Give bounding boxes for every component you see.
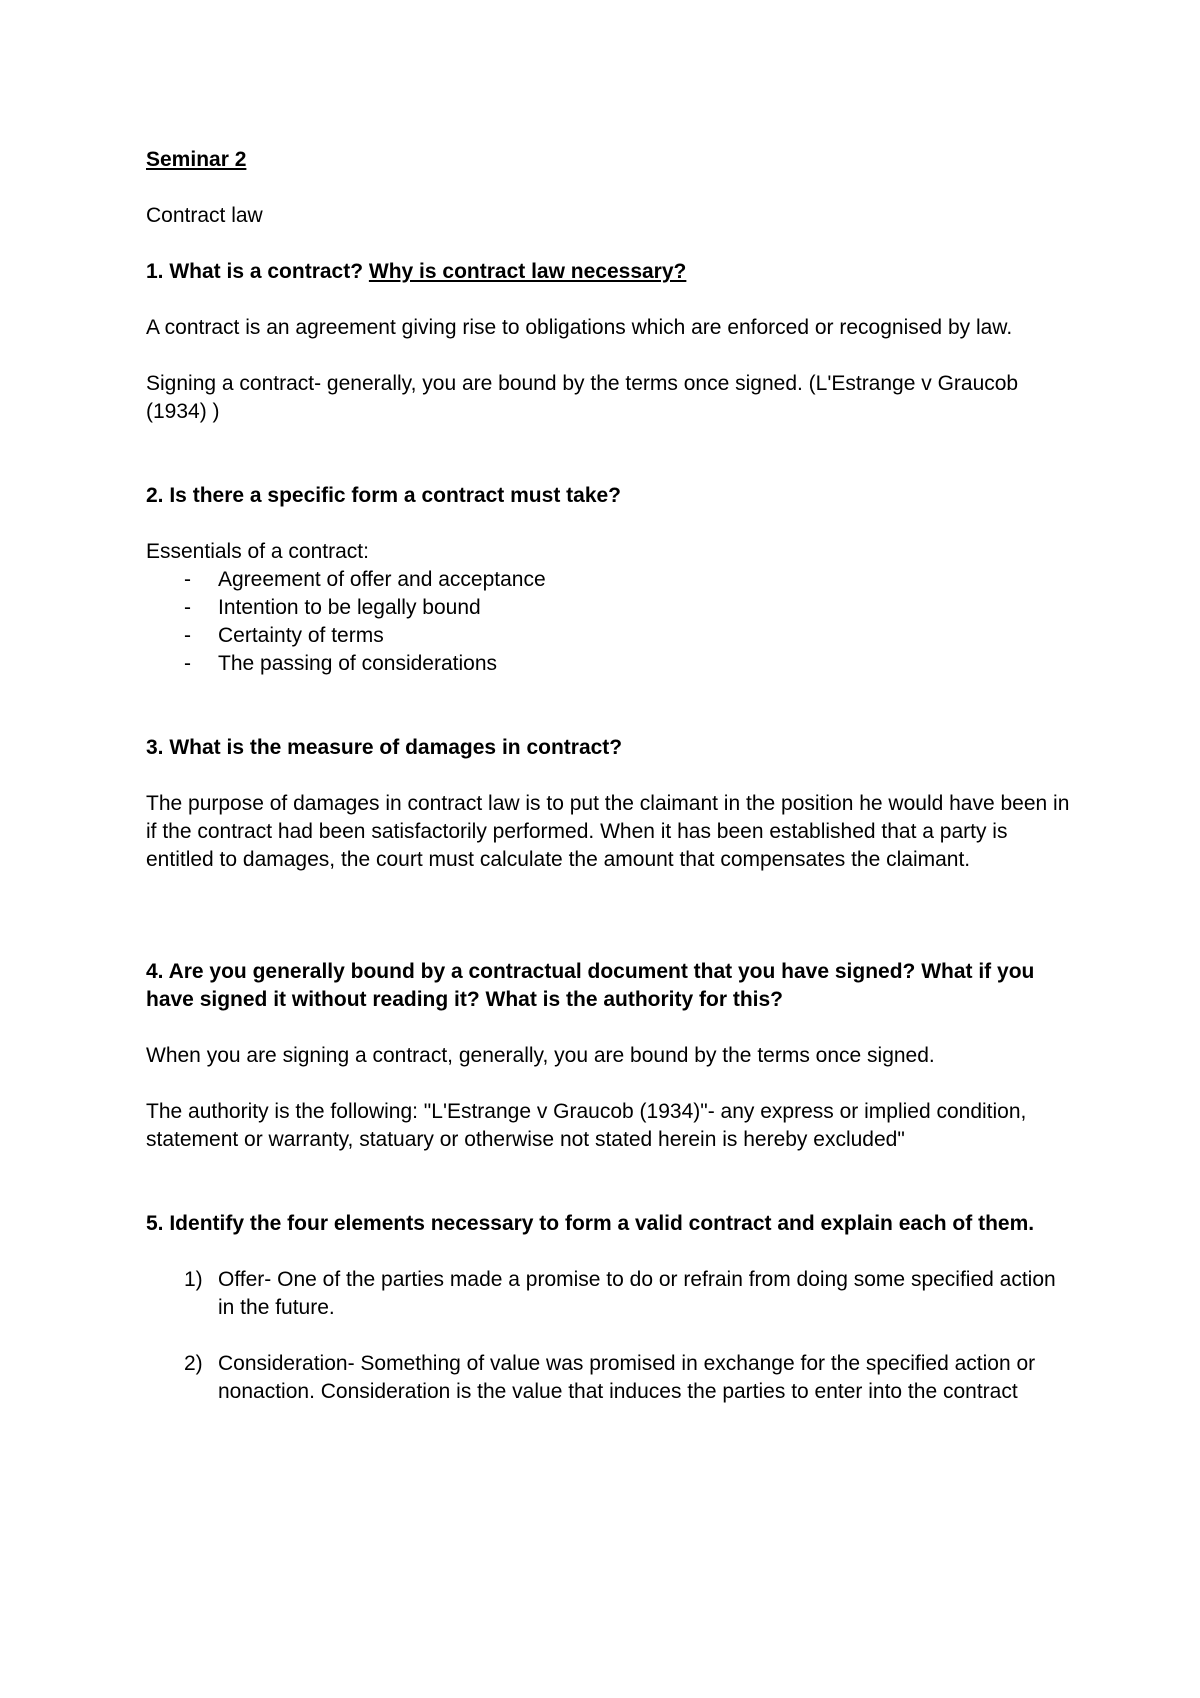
list-item — [146, 1266, 1076, 1322]
question-1 — [146, 258, 1076, 286]
question-1-underlined: Why is contract law necessary? — [368, 260, 687, 283]
question-2: 2. Is there a specific form a contract must take? — [146, 484, 622, 507]
page-title: Seminar 2 — [146, 148, 247, 171]
list-item-number: 2) — [184, 1352, 203, 1375]
list-item: - Agreement of offer and acceptance — [146, 566, 1076, 594]
list-item: - Intention to be legally bound — [146, 594, 1076, 622]
document-content — [146, 146, 1076, 1434]
elements-list — [146, 1266, 1076, 1406]
list-item-text: Offer- One of the parties made a promise to do or refrain from doing some specified action in the future. — [218, 1268, 1056, 1319]
question-3: 3. What is the measure of damages in contract? — [146, 736, 623, 759]
list-item — [146, 1350, 1076, 1406]
list-item-number: 1) — [184, 1268, 203, 1291]
essentials-list — [146, 566, 1076, 678]
subtitle: Contract law — [146, 204, 263, 227]
question-4: 4. Are you generally bound by a contractual document that you have signed? What if you have signed it without reading it? What is the authority for this? — [146, 960, 1035, 1011]
question-1-text: 1. What is a contract? — [146, 260, 364, 283]
list-item-text: Consideration- Something of value was promised in exchange for the specified action or nonaction. Consideration is the value that induces the parties to enter into the contract — [218, 1352, 1036, 1403]
list-item: - The passing of considerations — [146, 650, 1076, 678]
essentials-intro: Essentials of a contract: — [146, 540, 369, 563]
answer-1-paragraph-1: A contract is an agreement giving rise to obligations which are enforced or recognised by law. — [146, 316, 1013, 339]
question-5: 5. Identify the four elements necessary to form a valid contract and explain each of them. — [146, 1212, 1035, 1235]
answer-1-paragraph-2: Signing a contract- generally, you are bound by the terms once signed. (L'Estrange v Graucob (1934) ) — [146, 372, 1019, 423]
list-item: - Certainty of terms — [146, 622, 1076, 650]
answer-4-paragraph-1: When you are signing a contract, generally, you are bound by the terms once signed. — [146, 1044, 935, 1067]
answer-3-paragraph: The purpose of damages in contract law is to put the claimant in the position he would have been in if the contract had been satisfactorily performed. When it has been established that a party is entitled to damages, the court must calculate the amount that compensates the claimant. — [146, 792, 1070, 871]
answer-4-paragraph-2: The authority is the following: "L'Estrange v Graucob (1934)"- any express or implied condition, statement or warranty, statuary or otherwise not stated herein is hereby excluded" — [146, 1100, 1027, 1151]
